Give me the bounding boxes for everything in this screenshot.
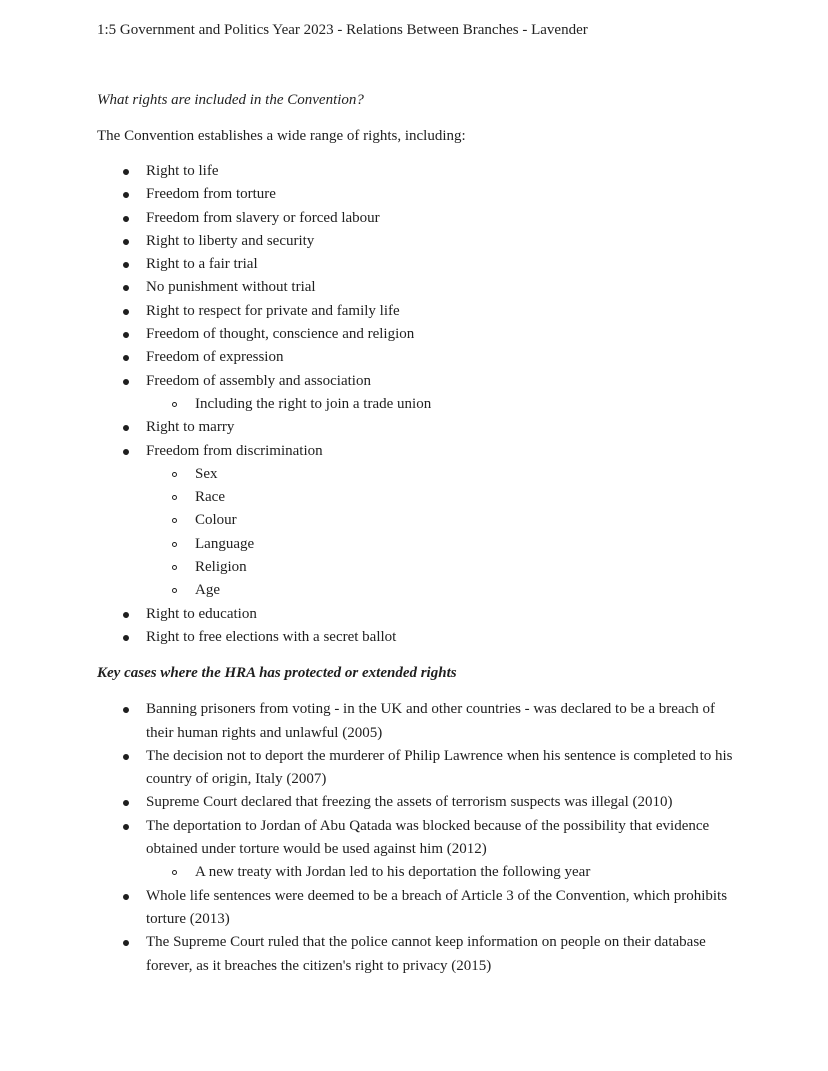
sub-list-item: A new treaty with Jordan led to his deportation the following year [97,861,737,884]
sub-list-item: Language [97,533,737,556]
right-item [97,346,737,369]
case-item-text: The decision not to deport the murderer of Philip Lawrence when his sentence is completed to his country of origin, Italy (2007) [146,747,733,788]
case-item-text: The Supreme Court ruled that the police cannot keep information on people on their database forever, as it breaches the citizen's right to privacy (2015) [146,934,706,974]
case-item-text: Whole life sentences were deemed to be a breach of Article 3 of the Convention, which prohibits torture (2013) [146,887,728,927]
case-item [97,931,737,978]
right-item [97,253,737,276]
right-item-text: No punishment without trial [146,279,316,296]
right-item [97,300,737,323]
case-item-text: Banning prisoners from voting - in the UK and other countries - was declared to be a breach of their human rights and unlawful (2005) [146,701,715,741]
right-item [97,440,737,603]
sub-list-item: Religion [97,556,737,579]
sub-list [146,861,737,884]
right-item [97,160,737,183]
cases-list [97,698,737,978]
case-item [97,815,737,885]
sub-list-item: Sex [97,463,737,486]
case-item-text: The deportation to Jordan of Abu Qatada was blocked because of the possibility that evidence obtained under torture would be used against him (2012) [146,817,710,858]
sub-list-item: Including the right to join a trade union [97,393,737,416]
section-question: What rights are included in the Convention? [97,92,364,108]
right-item-text: Freedom from torture [146,186,276,203]
document-body [97,89,737,978]
right-item [97,276,737,299]
right-item [97,370,737,417]
right-item-text: Freedom of expression [146,349,284,366]
section-intro: The Convention establishes a wide range of rights, including: [97,128,466,144]
right-item-text: Freedom of assembly and association [146,372,371,389]
right-item-text: Right to education [146,605,257,622]
right-item-text: Freedom of thought, conscience and religion [146,326,415,343]
right-item [97,183,737,206]
right-item-text: Right to life [146,163,219,179]
right-item [97,323,737,346]
right-item-text: Right to liberty and security [146,232,315,249]
sub-list [146,463,737,603]
case-item [97,698,737,745]
sub-list [146,393,737,416]
case-item-text: Supreme Court declared that freezing the assets of terrorism suspects was illegal (2010) [146,794,673,811]
right-item-text: Right to free elections with a secret ballot [146,628,397,645]
right-item [97,626,737,649]
right-item-text: Right to a fair trial [146,256,258,273]
sub-list-item: Colour [97,509,737,532]
case-item [97,791,737,814]
right-item-text: Right to respect for private and family life [146,302,400,319]
right-item-text: Freedom from discrimination [146,442,323,459]
right-item-text: Freedom from slavery or forced labour [146,209,380,226]
right-item [97,603,737,626]
right-item [97,207,737,230]
cases-heading: Key cases where the HRA has protected or extended rights [97,665,457,682]
right-item [97,416,737,439]
sub-list-item: Race [97,486,737,509]
case-item [97,745,737,792]
case-item [97,885,737,932]
document-header: 1:5 Government and Politics Year 2023 - Relations Between Branches - Lavender [97,22,588,38]
sub-list-item: Age [97,579,737,602]
right-item [97,230,737,253]
right-item-text: Right to marry [146,419,235,436]
rights-list [97,160,737,649]
